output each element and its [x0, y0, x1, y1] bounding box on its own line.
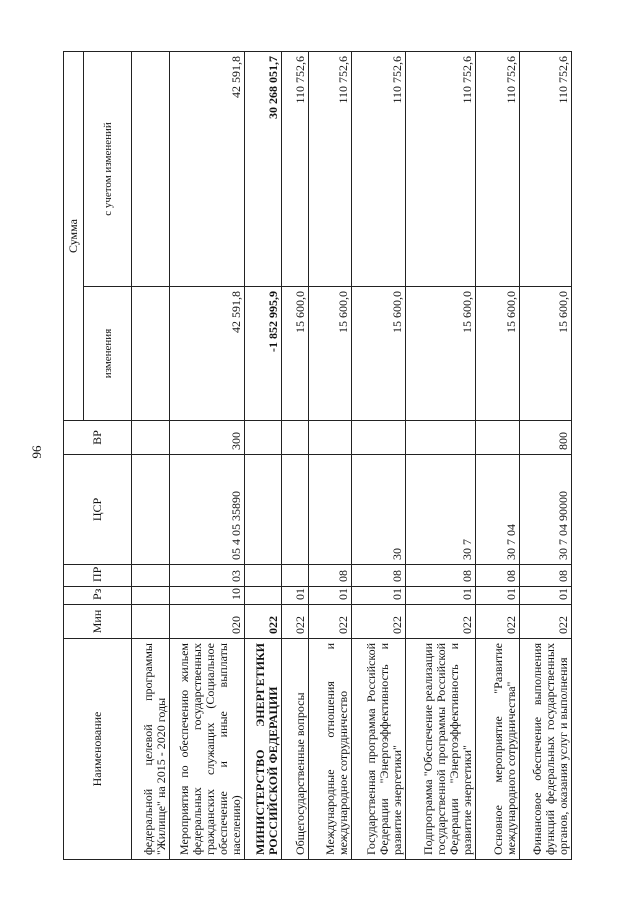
cell-pr: 08 [520, 565, 572, 587]
header-pr: ПР [64, 565, 132, 587]
cell-csr [282, 455, 309, 565]
cell-min: 022 [351, 605, 405, 639]
cell-change: 15 600,0 [351, 287, 405, 421]
cell-total: 110 752,6 [309, 51, 352, 286]
budget-table [63, 51, 572, 860]
cell-pr [244, 565, 282, 587]
table-row [351, 51, 405, 859]
cell-csr: 30 7 04 90000 [520, 455, 572, 565]
cell-pr: 08 [351, 565, 405, 587]
cell-csr [244, 455, 282, 565]
header-with-change: с учетом изменений [84, 51, 132, 286]
cell-csr: 05 4 05 35890 [169, 455, 244, 565]
header-rz: Рз [64, 587, 132, 605]
cell-total: 110 752,6 [520, 51, 572, 286]
cell-change: 15 600,0 [282, 287, 309, 421]
cell-total: 110 752,6 [475, 51, 520, 286]
cell-change: 15 600,0 [309, 287, 352, 421]
header-change: изменения [84, 287, 132, 421]
cell-rz: 01 [520, 587, 572, 605]
budget-table-sheet [63, 52, 572, 860]
cell-csr: 30 7 [405, 455, 475, 565]
cell-vr [132, 421, 170, 455]
cell-vr: 800 [520, 421, 572, 455]
cell-min: 022 [520, 605, 572, 639]
table-row [309, 51, 352, 859]
cell-csr [309, 455, 352, 565]
table-header [64, 51, 132, 859]
cell-vr: 300 [169, 421, 244, 455]
table-row [405, 51, 475, 859]
cell-rz: 01 [351, 587, 405, 605]
cell-name: МИНИСТЕРСТВО ЭНЕРГЕТИКИ РОССИЙСКОЙ ФЕДЕРАЦИИ [244, 639, 282, 860]
cell-name: Финансовое обеспечение выполнения функций федеральных государственных органов, оказания услуг и выполнения [520, 639, 572, 860]
cell-rz: 01 [405, 587, 475, 605]
cell-rz [132, 587, 170, 605]
cell-pr: 08 [309, 565, 352, 587]
cell-total: 110 752,6 [405, 51, 475, 286]
header-csr: ЦСР [64, 455, 132, 565]
cell-vr [405, 421, 475, 455]
cell-vr [309, 421, 352, 455]
header-min: Мин [64, 605, 132, 639]
cell-name: Общегосударственные вопросы [282, 639, 309, 860]
header-vr: ВР [64, 421, 132, 455]
cell-min: 022 [282, 605, 309, 639]
cell-pr [282, 565, 309, 587]
cell-change: 15 600,0 [405, 287, 475, 421]
cell-total: 110 752,6 [282, 51, 309, 286]
cell-change [132, 287, 170, 421]
cell-name: Международные отношения и международное сотрудничество [309, 639, 352, 860]
table-row [244, 51, 282, 859]
cell-pr: 03 [169, 565, 244, 587]
cell-change: 15 600,0 [520, 287, 572, 421]
cell-min: 020 [169, 605, 244, 639]
header-sum: Сумма [64, 51, 84, 420]
cell-min: 022 [405, 605, 475, 639]
table-row [132, 51, 170, 859]
cell-rz: 01 [282, 587, 309, 605]
cell-vr [475, 421, 520, 455]
cell-total: 30 268 051,7 [244, 51, 282, 286]
cell-min [132, 605, 170, 639]
cell-rz: 10 [169, 587, 244, 605]
cell-csr: 30 [351, 455, 405, 565]
table-row [169, 51, 244, 859]
cell-rz [244, 587, 282, 605]
cell-total: 110 752,6 [351, 51, 405, 286]
cell-csr [132, 455, 170, 565]
cell-change: 15 600,0 [475, 287, 520, 421]
cell-name: федеральной целевой программы "Жилище" на 2015 - 2020 годы [132, 639, 170, 860]
cell-total: 42 591,8 [169, 51, 244, 286]
cell-min: 022 [475, 605, 520, 639]
cell-name: Основное мероприятие "Развитие международного сотрудничества" [475, 639, 520, 860]
page-number: 96 [29, 445, 44, 459]
table-row [282, 51, 309, 859]
cell-min: 022 [309, 605, 352, 639]
table-row [520, 51, 572, 859]
table-row [475, 51, 520, 859]
cell-name: Мероприятия по обеспечению жильем федеральных государственных гражданских служащих (Социальное обеспечение и иные выплаты населению) [169, 639, 244, 860]
cell-rz: 01 [309, 587, 352, 605]
cell-rz: 01 [475, 587, 520, 605]
cell-vr [282, 421, 309, 455]
cell-pr [132, 565, 170, 587]
cell-name: Государственная программа Российской Федерации "Энергоэффективность и развитие энергетики" [351, 639, 405, 860]
cell-min: 022 [244, 605, 282, 639]
cell-pr: 08 [405, 565, 475, 587]
cell-pr: 08 [475, 565, 520, 587]
cell-vr [351, 421, 405, 455]
table-body [132, 51, 572, 859]
cell-name: Подпрограмма "Обеспечение реализации государственной программы Российской Федерации "Энергоэффективность и развитие энергетики" [405, 639, 475, 860]
cell-change: 42 591,8 [169, 287, 244, 421]
cell-change: -1 852 995,9 [244, 287, 282, 421]
cell-csr: 30 7 04 [475, 455, 520, 565]
cell-vr [244, 421, 282, 455]
cell-total [132, 51, 170, 286]
header-name: Наименование [64, 639, 132, 860]
